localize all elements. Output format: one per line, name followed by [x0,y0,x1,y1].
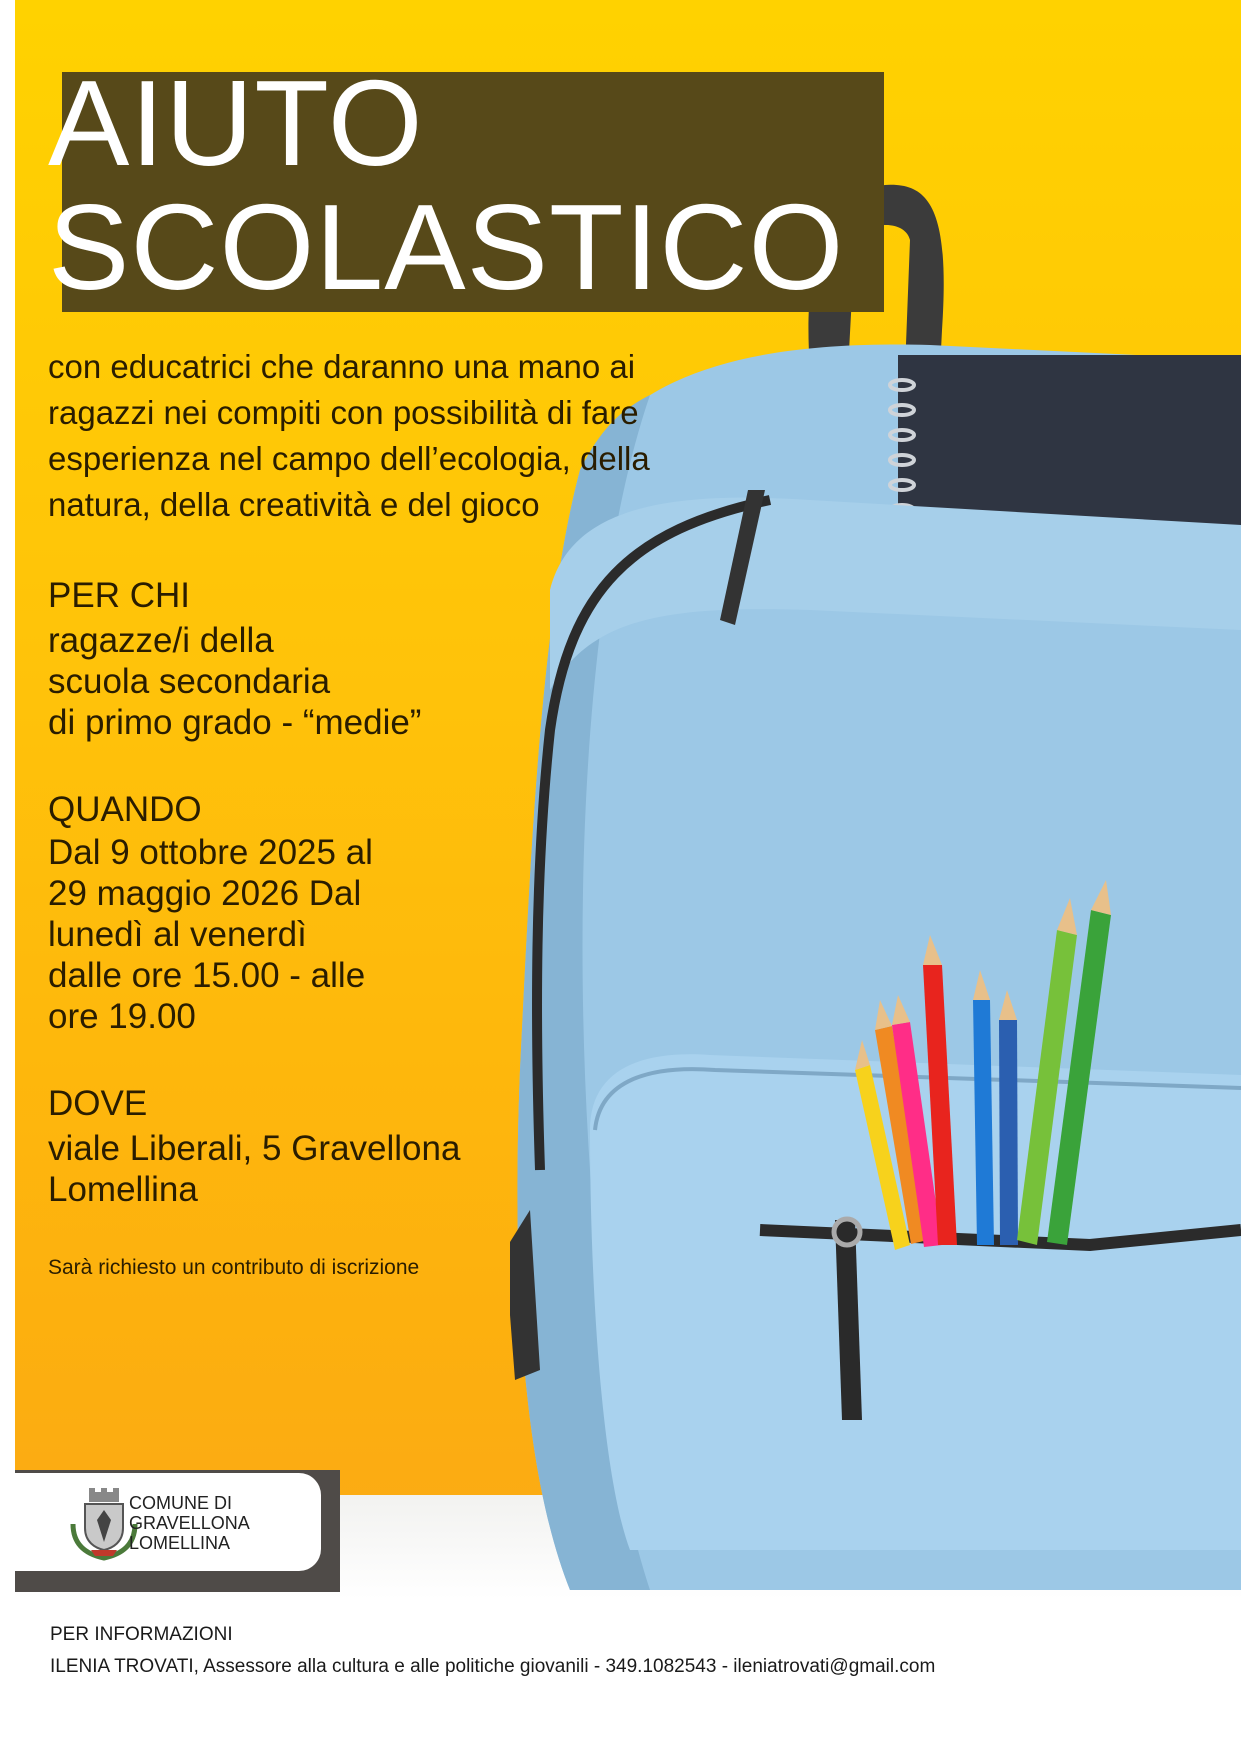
intro-line: esperienza nel campo dell’ecologia, della [48,440,650,477]
quando-line: ore 19.00 [48,997,196,1036]
logo-line: LOMELLINA [129,1533,231,1553]
per-chi-heading: PER CHI [48,576,190,615]
quando-line: Dal 9 ottobre 2025 al [48,833,373,872]
intro-line: con educatrici che daranno una mano ai [48,348,636,385]
quando-heading: QUANDO [48,790,202,829]
quando-line: 29 maggio 2026 Dal [48,874,362,913]
logo-line: COMUNE DI [129,1493,232,1513]
intro-line: ragazzi nei compiti con possibilità di fare [48,394,639,431]
dove-section [48,1084,460,1210]
title-line-1: AIUTO [48,55,424,191]
per-chi-line: scuola secondaria [48,662,331,701]
intro-line: natura, della creatività e del gioco [48,486,540,523]
intro-text [48,344,650,528]
dove-line: Lomellina [48,1170,198,1209]
logo-text [129,1493,250,1553]
info-contact: ILENIA TROVATI, Assessore alla cultura e alle politiche giovanili - 349.1082543 - ileniatrovati@gmail.com [50,1656,936,1677]
logo-line: GRAVELLONA [129,1513,250,1533]
page-margin [0,0,15,1755]
per-chi-section [48,576,421,743]
per-chi-line: di primo grado - “medie” [48,703,422,742]
registration-note: Sarà richiesto un contributo di iscrizione [48,1256,420,1279]
per-chi-line: ragazze/i della [48,621,274,660]
quando-line: lunedì al venerdì [48,915,307,954]
info-heading: PER INFORMAZIONI [50,1624,233,1645]
title-line-2: SCOLASTICO [48,179,845,315]
quando-line: dalle ore 15.00 - alle [48,956,366,995]
dove-heading: DOVE [48,1084,148,1123]
quando-section [48,790,373,1037]
municipality-logo [15,1473,321,1571]
dove-line: viale Liberali, 5 Gravellona [48,1129,461,1168]
